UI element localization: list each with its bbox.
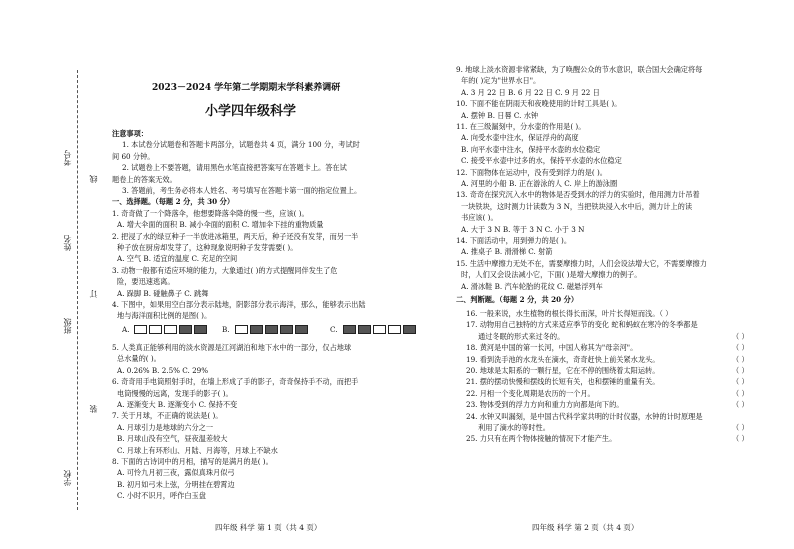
figure-cell (164, 325, 177, 334)
judge-line: 23. 物体受到的浮力方向和重力方向都是向下的。 (466, 400, 624, 410)
notice-line: 1. 本试卷分试题卷和答题卡两部分，试题卷共 4 页，满分 100 分，考试时 (122, 140, 360, 150)
question-line: 电筒慢慢的远离，发现手的影子( )。 (117, 388, 233, 398)
section2-heading: 二、判断题。（每题 2 分，共 20 分） (456, 295, 579, 304)
question-line: A. 增大伞面的面积 B. 减小伞面的面积 C. 增加伞下挂的重物质量 (117, 220, 324, 230)
question-line: 12. 下面物体在运动中，没有受到浮力的是( )。 (456, 167, 607, 177)
judge-line: 16. 一般来说，水生植物的根长得长而深，叶片长得短而浅。（ ） (466, 309, 673, 318)
figure-b (222, 324, 308, 335)
question-line: 4. 下图中，如果用空白部分表示陆地，阴影部分表示海洋，那么，能够表示出陆 (112, 300, 366, 309)
judge-line: 21. 摆的摆动快慢和摆线的长短有关，也和摆锤的重量有关。 (466, 377, 660, 387)
judge-line: 24. 水钟又叫漏刻，是中国古代科学家共明的计时仪器，水钟的计时原理是 (466, 411, 703, 421)
answer-parens: （ ） (732, 434, 749, 444)
question-line: 9. 地球上淡水资源非常紧缺，为了唤醒公众的节水意识，联合国大会确定将每 (456, 65, 703, 74)
school-label: 学校 (63, 470, 72, 486)
question-line: A. 河里的小船 B. 正在游泳的人 C. 岸上的游泳圈 (461, 179, 618, 188)
question-line: 3. 动物一般都有适应环境的能力，大象通过( )的方式提醒同伴发生了危 (112, 265, 338, 275)
notice-line: 2. 试题卷上不要答题，请用黑色水笔直接把答案写在答题卡上。答在试 (122, 163, 347, 173)
figure-c-label: C. (330, 325, 338, 334)
judge-line: 利用了滴水的等时性。 (478, 423, 550, 432)
question-line: 6. 奇奇用手电筒照射手时，在墙上形成了手的影子，奇奇保持手不动，而把手 (112, 377, 359, 387)
answer-parens: （ ） (732, 366, 749, 375)
question-line: 14. 下面活动中，用到弹力的是( )。 (456, 236, 572, 245)
figure-b-label: B. (222, 325, 230, 334)
judge-line: 22. 月相一个变化周期是农历的一个月。 (466, 388, 595, 398)
footer-right: 四年级 科学 第 2 页（共 4 页） (532, 523, 639, 532)
answer-parens: （ ） (732, 331, 749, 341)
question-line: 5. 人类真正能够利用的淡水资源是江河湖泊和地下水中的一部分，仅占地球 (112, 343, 352, 352)
figure-cell-shaded (265, 325, 278, 334)
class-label: 班级 (63, 318, 72, 334)
question-line: A. 月球引力是地球的六分之一 (117, 422, 214, 432)
bind-mark: 装 (89, 405, 98, 413)
section1-heading: 一、选择题。（每题 2 分，共 30 分） (112, 197, 235, 207)
answer-parens: （ ） (732, 423, 749, 432)
question-line: 10. 下面不能在阴雨天和夜晚使用的计时工具是( )。 (456, 99, 622, 109)
question-line: C. 接受平水壶中过多的水，保持平水壶的水位稳定 (461, 156, 622, 166)
figure-cell (388, 325, 401, 334)
question-line: 地与海洋面积比例的是图( )。 (117, 311, 212, 321)
question-line: 险，要迅速逃离。 (117, 277, 175, 287)
answer-parens: （ ） (732, 388, 749, 398)
judge-line: 25. 力只有在两个物体接触的情况下才能产生。 (466, 434, 617, 444)
fold-mark: 订 (89, 290, 98, 298)
question-line: A. 可怜九月初三夜，露似真珠月似弓 (117, 468, 235, 478)
question-line: 书应该( )。 (461, 213, 498, 223)
question-line: A. 摆钟 B. 日晷 C. 水钟 (461, 110, 539, 120)
question-line: 年的( )定为"世界水日"。 (461, 76, 541, 86)
name-label: 姓名 (63, 235, 72, 251)
question-line: A. 向受水壶中注水，保证浮舟的高度 (461, 133, 579, 143)
question-line: A. 3 月 22 日 B. 6 月 22 日 C. 9 月 22 日 (461, 87, 600, 97)
question-line: 一块铁块，这时测力计读数为 3 N，当把铁块浸入水中后，测力计上的读 (461, 201, 693, 211)
question-line: B. 初月如弓未上弦，分明挂在碧霄边 (117, 479, 235, 489)
judge-line: 18. 黄河是中国的第一长河，中国人称其为"母亲河"。 (466, 343, 638, 353)
figure-cell-shaded (179, 325, 192, 334)
figure-cell-shaded (194, 325, 207, 334)
figure-a-label: A. (122, 325, 130, 334)
judge-line: 19. 看到洗手池的水龙头在滴水，奇奇赶快上前关紧水龙头。 (466, 354, 660, 364)
figure-cell-shaded (343, 325, 356, 334)
question-line: C. 小时不识月，呼作白玉盘 (117, 491, 206, 501)
notice-heading: 注意事项： (112, 129, 148, 138)
question-line: A. 空气 B. 适宜的温度 C. 充足的空间 (117, 254, 238, 264)
answer-parens: （ ） (732, 343, 749, 353)
cut-line (77, 70, 78, 510)
exam-no-label: 考号 (63, 150, 72, 166)
figure-cell (235, 325, 248, 334)
question-line: C. 月球上有环形山、月陆、月海等，月球上不缺水 (117, 445, 278, 455)
answer-parens: （ ） (732, 354, 749, 364)
figure-cell-shaded (250, 325, 263, 334)
question-line: A. 滑冰鞋 B. 汽车轮胎的花纹 C. 磁悬浮列车 (461, 281, 603, 291)
answer-parens: （ ） (732, 377, 749, 387)
question-line: A. 逐渐变大 B. 逐渐变小 C. 保持不变 (117, 400, 238, 409)
figure-cell (149, 325, 162, 334)
figure-cell (373, 325, 386, 334)
figure-c (330, 324, 416, 335)
question-line: 时，人们又会设法减小它，下面( )是增大摩擦力的例子。 (461, 270, 642, 280)
line-mark: 线 (89, 175, 98, 183)
question-line: 7. 关于月球，不正确的说法是( )。 (112, 411, 223, 421)
question-line: A. 推桌子 B. 滑滑梯 C. 射箭 (461, 247, 553, 257)
question-line: A. 跺脚 B. 碰触鼻子 C. 跳舞 (117, 288, 209, 298)
figure-cell (134, 325, 147, 334)
binding-margin (0, 0, 100, 549)
notice-line: 题卷上的答案无效。 (112, 174, 177, 184)
question-line: A. 大于 3 N B. 等于 3 N C. 小于 3 N (461, 224, 585, 234)
judge-line: 20. 地球是太阳系的一颗行星，它在不停的围绕着太阳运转。 (466, 366, 660, 375)
question-line: B. 月球山没有空气，昼夜温差较大 (117, 434, 228, 444)
notice-line: 间 60 分钟。 (112, 151, 155, 161)
question-line: B. 向平水壶中注水，保持平水壶的水位稳定 (461, 144, 601, 154)
exam-subtitle: 小学四年级科学 (205, 104, 297, 119)
footer-left: 四年级 科学 第 1 页（共 4 页） (215, 523, 322, 532)
exam-title: 2023－2024 学年第二学期期末学科素养调研 (152, 83, 341, 93)
question-line: 8. 下面的古诗词中的月相，描写的是满月的是( )。 (112, 457, 273, 466)
question-line: 2. 把浸了水的绿豆种子一半放进冰箱里，两天后，种子还没有发芽，而另一半 (112, 231, 359, 241)
judge-line: 17. 动物用自己独特的方式来适应季节的变化 蛇和蚂蚁在寒冷的冬季都是 (466, 320, 698, 330)
question-line: 总水量的( )。 (117, 354, 161, 364)
question-line: 15. 生活中摩擦力无处不在，需要摩擦力时，人们会设法增大它，不需要摩擦力 (456, 258, 707, 268)
figure-a (122, 324, 207, 335)
figure-cell-shaded (403, 325, 416, 334)
figure-cell-shaded (280, 325, 293, 334)
notice-line: 3. 答题前，考生务必将本人姓名、考号填写在答题卡第一面的指定位置上。 (122, 186, 362, 195)
question-line: 13. 奇奇在探究沉入水中的物体是否受到水的浮力的实验时，他用测力计吊着 (456, 190, 700, 200)
figure-cell-shaded (295, 325, 308, 334)
question-line: 种子放在厨房却发芽了，这种现象说明种子发芽需要( )。 (117, 243, 298, 252)
question-line: 11. 在三级漏刻中，分水壶的作用是( )。 (456, 122, 586, 131)
question-line: 1. 奇奇做了一个降落伞，他想要降落伞降的慢一些，应该( )。 (112, 208, 309, 218)
judge-line: 通过冬眠的形式来过冬的。 (478, 331, 565, 341)
question-line: A. 0.26% B. 2.5% C. 29% (117, 365, 209, 375)
answer-parens: （ ） (732, 400, 749, 410)
figure-cell-shaded (358, 325, 371, 334)
